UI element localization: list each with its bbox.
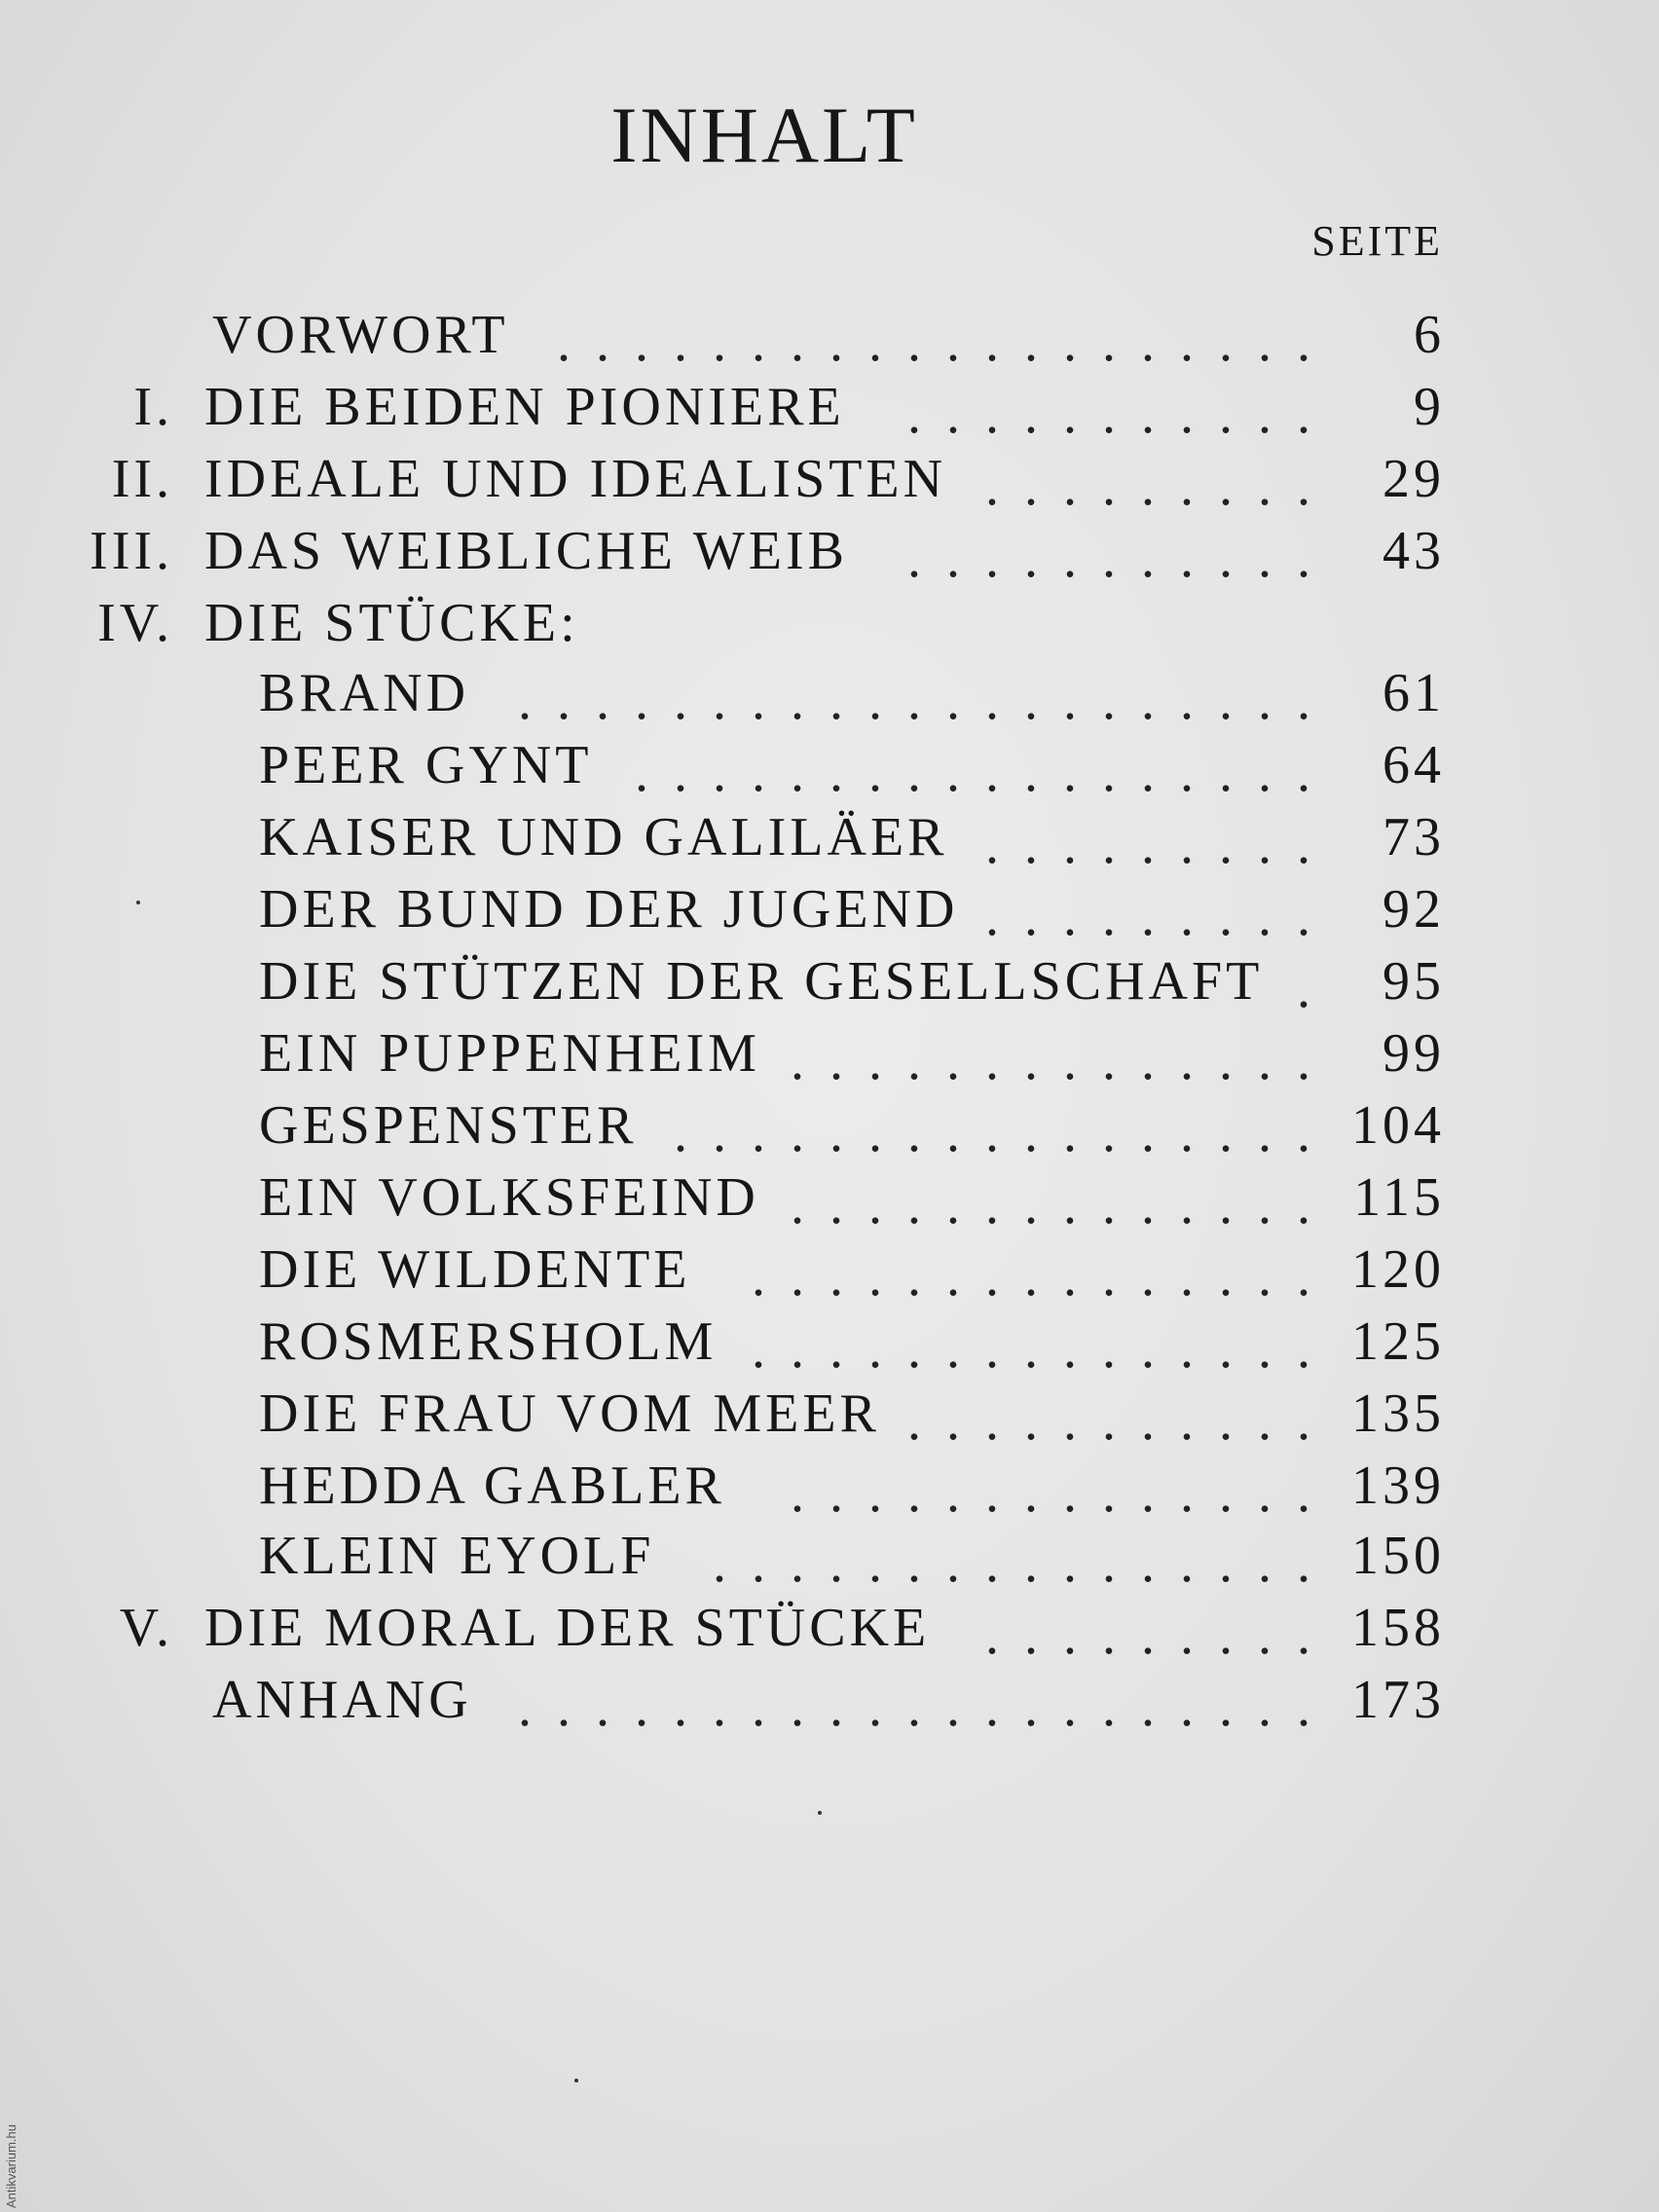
toc-entry-page: 29 bbox=[1382, 449, 1445, 509]
dot-leader: .................. bbox=[635, 743, 1336, 800]
toc-entry-title: KAISER UND GALILÄER bbox=[259, 807, 948, 867]
dot-leader: ......... bbox=[985, 887, 1336, 944]
toc-entry-page: 104 bbox=[1351, 1095, 1445, 1156]
toc-entry-page: 73 bbox=[1382, 807, 1445, 867]
toc-entry bbox=[0, 1310, 1659, 1382]
toc-entry-title: DIE FRAU VOM MEER bbox=[259, 1383, 880, 1444]
toc-entry bbox=[0, 520, 1659, 592]
dot-leader: ..................... bbox=[518, 1677, 1336, 1735]
dot-leader: .................... bbox=[557, 313, 1336, 370]
toc-entry-page: 61 bbox=[1382, 663, 1445, 723]
page-column-header: SEITE bbox=[1311, 217, 1443, 265]
toc-entry-title: DIE WILDENTE bbox=[259, 1239, 691, 1300]
paper-speck bbox=[574, 2079, 578, 2083]
dot-leader: ......... bbox=[985, 457, 1336, 514]
toc-entry-title: DIE MORAL DER STÜCKE bbox=[204, 1598, 931, 1658]
toc-entry-title: GESPENSTER bbox=[259, 1095, 638, 1156]
dot-leader: ......... bbox=[985, 815, 1336, 872]
toc-entry-title: ANHANG bbox=[212, 1670, 472, 1730]
toc-entry-page: 135 bbox=[1351, 1383, 1445, 1444]
toc-entry-page: 150 bbox=[1351, 1526, 1445, 1586]
toc-entry bbox=[0, 1094, 1659, 1166]
toc-entry-page: 115 bbox=[1353, 1167, 1445, 1228]
toc-entry-title: ROSMERSHOLM bbox=[259, 1311, 718, 1372]
toc-entry-page: 125 bbox=[1351, 1311, 1445, 1372]
toc-entry-page: 9 bbox=[1414, 377, 1445, 437]
toc-entry bbox=[0, 304, 1659, 376]
toc-entry bbox=[0, 806, 1659, 878]
toc-entry-page: 173 bbox=[1351, 1670, 1445, 1730]
toc-entry-title: VORWORT bbox=[212, 305, 509, 365]
dot-leader: ......... bbox=[985, 1605, 1336, 1663]
toc-entry-number: III. bbox=[90, 521, 173, 581]
dot-leader: .............. bbox=[791, 1031, 1336, 1088]
toc-entry bbox=[0, 950, 1659, 1022]
dot-leader: ........... bbox=[907, 529, 1336, 586]
toc-entry-title: EIN VOLKSFEIND bbox=[259, 1167, 759, 1228]
toc-entry-page: 120 bbox=[1351, 1239, 1445, 1300]
dot-leader: ................. bbox=[674, 1103, 1336, 1161]
toc-entry bbox=[0, 1525, 1659, 1597]
toc-entry-title: HEDDA GABLER bbox=[259, 1456, 725, 1516]
dot-leader: ........... bbox=[907, 385, 1336, 442]
paper-speck bbox=[818, 1811, 822, 1815]
toc-entry-page: 99 bbox=[1382, 1023, 1445, 1084]
toc-entry bbox=[0, 1669, 1659, 1741]
toc-entry bbox=[0, 1382, 1659, 1455]
dot-leader: .............. bbox=[791, 1175, 1336, 1233]
toc-entry-title: BRAND bbox=[259, 663, 470, 723]
toc-entry bbox=[0, 1597, 1659, 1669]
dot-leader: ........... bbox=[907, 1391, 1336, 1449]
dot-leader: ................ bbox=[713, 1533, 1336, 1591]
page-title: INHALT bbox=[610, 91, 918, 179]
toc-entry-page: 64 bbox=[1382, 735, 1445, 795]
toc-entry-title: IDEALE UND IDEALISTEN bbox=[204, 449, 947, 509]
toc-entry-page: 139 bbox=[1351, 1456, 1445, 1516]
toc-entry bbox=[0, 1166, 1659, 1238]
toc-entry bbox=[0, 878, 1659, 950]
toc-entry-number: V. bbox=[119, 1598, 173, 1658]
toc-entry bbox=[0, 376, 1659, 448]
toc-entry-title: PEER GYNT bbox=[259, 735, 593, 795]
toc-entry bbox=[0, 1238, 1659, 1310]
toc-entry bbox=[0, 662, 1659, 734]
paper-speck bbox=[136, 901, 140, 904]
toc-entry bbox=[0, 448, 1659, 520]
toc-entry-page: 92 bbox=[1382, 879, 1445, 940]
toc-entry-page: 6 bbox=[1414, 305, 1445, 365]
toc-entry-title: KLEIN EYOLF bbox=[259, 1526, 655, 1586]
toc-entry-number: II. bbox=[111, 449, 173, 509]
watermark-text: Antikvarium.hu bbox=[4, 2124, 18, 2208]
toc-entry-number: IV. bbox=[97, 593, 173, 653]
toc-entry-page: 43 bbox=[1382, 521, 1445, 581]
toc-entry-title: DAS WEIBLICHE WEIB bbox=[204, 521, 848, 581]
toc-entry bbox=[0, 1455, 1659, 1527]
toc-entry bbox=[0, 734, 1659, 806]
toc-entry-title: DIE STÜCKE: bbox=[204, 593, 579, 653]
toc-entry bbox=[0, 1022, 1659, 1094]
dot-leader: ..................... bbox=[518, 671, 1336, 728]
toc-entry-number: I. bbox=[133, 377, 173, 437]
dot-leader: . bbox=[1297, 959, 1336, 1016]
toc-entry-title: EIN PUPPENHEIM bbox=[259, 1023, 760, 1084]
toc-entry-title: DIE BEIDEN PIONIERE bbox=[204, 377, 845, 437]
toc-entry-title: DIE STÜTZEN DER GESELLSCHAFT bbox=[259, 951, 1264, 1012]
dot-leader: .............. bbox=[791, 1463, 1336, 1521]
dot-leader: ............... bbox=[752, 1319, 1336, 1377]
toc-entry bbox=[0, 592, 1659, 664]
toc-entry-page: 95 bbox=[1382, 951, 1445, 1012]
toc-entry-title: DER BUND DER JUGEND bbox=[259, 879, 959, 940]
toc-entry-page: 158 bbox=[1351, 1598, 1445, 1658]
dot-leader: ............... bbox=[752, 1247, 1336, 1305]
